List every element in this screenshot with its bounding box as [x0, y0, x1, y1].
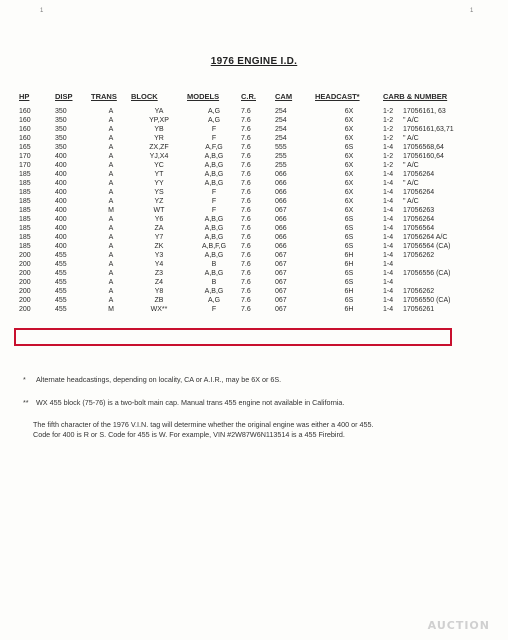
cell-hp: 200: [19, 296, 31, 304]
cell-block: Y3: [154, 251, 164, 259]
cell-carb-number: 17056160,64: [403, 152, 444, 160]
cell-carb-number: 17056556 (CA): [403, 269, 451, 277]
table-row: [19, 188, 469, 197]
cell-carb-barrels: 1-2: [383, 125, 394, 133]
cell-headcast: 6S: [344, 143, 354, 151]
footnote-mark: *: [23, 375, 26, 384]
table-row: [19, 251, 469, 260]
cell-carb-barrels: 1-2: [383, 161, 394, 169]
cell-cam: 067: [275, 251, 287, 259]
column-header-models: MODELS: [187, 92, 220, 101]
note-vin-line-1: The fifth character of the 1976 V.I.N. tag will determine whether the original engine was either a 400 or 455.: [33, 420, 374, 429]
footnote-headcast: [23, 375, 463, 385]
cell-carb-number: 17056161, 63: [403, 107, 446, 115]
cell-cr: 7.6: [241, 170, 251, 178]
cell-cr: 7.6: [241, 152, 251, 160]
cell-hp: 185: [19, 179, 31, 187]
cell-disp: 400: [55, 170, 67, 178]
cell-trans: A: [108, 242, 114, 250]
cell-cr: 7.6: [241, 260, 251, 268]
cell-disp: 455: [55, 278, 67, 286]
cell-models: B: [211, 260, 217, 268]
cell-carb-number: 17056564 (CA): [403, 242, 451, 250]
cell-carb-barrels: 1-4: [383, 224, 394, 232]
cell-trans: A: [108, 188, 114, 196]
cell-trans: M: [108, 206, 114, 214]
cell-block: ZX,ZF: [149, 143, 169, 151]
cell-disp: 400: [55, 188, 67, 196]
cell-trans: A: [108, 134, 114, 142]
cell-disp: 400: [55, 242, 67, 250]
cell-cam: 254: [275, 134, 287, 142]
cell-hp: 165: [19, 143, 31, 151]
cell-block: YZ: [154, 197, 164, 205]
table-row: [19, 197, 469, 206]
column-header-block: BLOCK: [131, 92, 158, 101]
cell-models: A,B,G: [204, 287, 224, 295]
cell-trans: A: [108, 278, 114, 286]
table-row: [19, 224, 469, 233]
cell-headcast: 6H: [344, 251, 354, 259]
cell-carb-number: 17056264: [403, 215, 435, 223]
cell-disp: 400: [55, 206, 67, 214]
cell-headcast: 6X: [344, 152, 354, 160]
column-header-cr: C.R.: [241, 92, 256, 101]
cell-trans: A: [108, 233, 114, 241]
cell-carb-barrels: 1-4: [383, 260, 394, 268]
cell-headcast: 6S: [344, 269, 354, 277]
table-row: [19, 134, 469, 143]
cell-cr: 7.6: [241, 242, 251, 250]
cell-cr: 7.6: [241, 107, 251, 115]
cell-block: ZB: [154, 296, 164, 304]
cell-cr: 7.6: [241, 233, 251, 241]
cell-cam: 254: [275, 107, 287, 115]
footnote-text: Alternate headcastings, depending on locality, CA or A.I.R., may be 6X or 6S.: [36, 375, 282, 384]
cell-block: WX**: [150, 305, 168, 313]
cell-carb-number: 17056564: [403, 224, 435, 232]
cell-models: A,B,G: [204, 269, 224, 277]
cell-trans: A: [108, 224, 114, 232]
cell-trans: A: [108, 143, 114, 151]
cell-carb-number: 17056550 (CA): [403, 296, 451, 304]
cell-carb-barrels: 1-4: [383, 296, 394, 304]
cell-hp: 185: [19, 224, 31, 232]
cell-models: F: [211, 197, 217, 205]
cell-block: WT: [153, 206, 165, 214]
cell-cam: 066: [275, 224, 287, 232]
cell-disp: 455: [55, 260, 67, 268]
cell-carb-barrels: 1-2: [383, 116, 394, 124]
cell-cr: 7.6: [241, 287, 251, 295]
engine-id-table: [19, 93, 469, 314]
cell-block: Y6: [154, 215, 164, 223]
cell-hp: 200: [19, 251, 31, 259]
cell-models: A,B,G: [204, 161, 224, 169]
cell-disp: 400: [55, 233, 67, 241]
cell-carb-barrels: 1-4: [383, 233, 394, 241]
cell-headcast: 6X: [344, 116, 354, 124]
cell-carb-number: " A/C: [403, 179, 419, 187]
cell-disp: 455: [55, 305, 67, 313]
cell-cam: 067: [275, 269, 287, 277]
cell-carb-barrels: 1-4: [383, 251, 394, 259]
cell-headcast: 6S: [344, 215, 354, 223]
cell-hp: 185: [19, 242, 31, 250]
table-body: [19, 107, 469, 314]
cell-headcast: 6S: [344, 242, 354, 250]
cell-models: A,B,G: [204, 224, 224, 232]
cell-cr: 7.6: [241, 125, 251, 133]
table-row: [19, 242, 469, 251]
cell-carb-number: " A/C: [403, 134, 419, 142]
cell-cr: 7.6: [241, 278, 251, 286]
cell-block: Y7: [154, 233, 164, 241]
table-header-row: [19, 93, 469, 107]
cell-cr: 7.6: [241, 116, 251, 124]
table-row: [19, 143, 469, 152]
cell-headcast: 6X: [344, 206, 354, 214]
cell-headcast: 6S: [344, 224, 354, 232]
cell-cr: 7.6: [241, 179, 251, 187]
cell-carb-barrels: 1-4: [383, 215, 394, 223]
cell-trans: A: [108, 287, 114, 295]
cell-cr: 7.6: [241, 305, 251, 313]
cell-block: YT: [154, 170, 164, 178]
cell-carb-barrels: 1-4: [383, 206, 394, 214]
cell-cr: 7.6: [241, 251, 251, 259]
cell-cr: 7.6: [241, 188, 251, 196]
table-row: [19, 269, 469, 278]
column-header-headcast: HEADCAST*: [315, 92, 360, 101]
cell-block: YY: [154, 179, 164, 187]
table-row: [19, 215, 469, 224]
cell-block: Y8: [154, 287, 164, 295]
column-header-carb: CARB & NUMBER: [383, 92, 448, 101]
cell-carb-number: 17056262: [403, 251, 435, 259]
footnote-wx-block: [23, 398, 463, 408]
cell-block: YC: [154, 161, 164, 169]
cell-cam: 067: [275, 287, 287, 295]
cell-carb-barrels: 1-4: [383, 143, 394, 151]
cell-headcast: 6H: [344, 287, 354, 295]
cell-hp: 200: [19, 278, 31, 286]
cell-block: ZA: [154, 224, 164, 232]
cell-cr: 7.6: [241, 161, 251, 169]
cell-cr: 7.6: [241, 215, 251, 223]
cell-trans: A: [108, 296, 114, 304]
cell-carb-barrels: 1-4: [383, 197, 394, 205]
table-row: [19, 161, 469, 170]
cell-carb-barrels: 1-2: [383, 107, 394, 115]
cell-headcast: 6X: [344, 161, 354, 169]
cell-headcast: 6S: [344, 296, 354, 304]
cell-headcast: 6X: [344, 188, 354, 196]
cell-trans: A: [108, 170, 114, 178]
watermark-text: AUCTION: [427, 619, 490, 632]
cell-hp: 160: [19, 107, 31, 115]
document-title-container: [0, 56, 508, 67]
column-header-disp: DISP: [55, 92, 73, 101]
cell-models: F: [211, 134, 217, 142]
cell-carb-number: 17056262: [403, 287, 435, 295]
cell-cam: 254: [275, 125, 287, 133]
cell-block: Z3: [154, 269, 164, 277]
table-row: [19, 233, 469, 242]
cell-hp: 185: [19, 206, 31, 214]
cell-carb-number: 17056568,64: [403, 143, 444, 151]
cell-headcast: 6X: [344, 107, 354, 115]
auction-watermark: [428, 619, 490, 632]
cell-models: A,G: [207, 296, 221, 304]
cell-trans: A: [108, 197, 114, 205]
table-row: [19, 206, 469, 215]
cell-trans: A: [108, 251, 114, 259]
cell-disp: 455: [55, 287, 67, 295]
cell-hp: 200: [19, 287, 31, 295]
cell-block: YP,XP: [149, 116, 169, 124]
cell-cr: 7.6: [241, 134, 251, 142]
cell-carb-number: 17056264 A/C: [403, 233, 448, 241]
cell-models: A,B,G: [204, 179, 224, 187]
note-vin-line-2: Code for 400 is R or S. Code for 455 is W. For example, VIN #2W87W6N113514 is a 455 Firebird.: [33, 430, 345, 439]
cell-cam: 555: [275, 143, 287, 151]
cell-disp: 400: [55, 161, 67, 169]
cell-block: YA: [154, 107, 164, 115]
cell-trans: A: [108, 260, 114, 268]
cell-carb-barrels: 1-4: [383, 170, 394, 178]
cell-trans: A: [108, 161, 114, 169]
cell-block: YR: [154, 134, 164, 142]
cell-cam: 066: [275, 242, 287, 250]
cell-hp: 170: [19, 152, 31, 160]
cell-block: Y4: [154, 260, 164, 268]
cell-carb-number: " A/C: [403, 161, 419, 169]
cell-headcast: 6X: [344, 179, 354, 187]
cell-carb-number: " A/C: [403, 197, 419, 205]
cell-disp: 350: [55, 143, 67, 151]
cell-block: ZK: [154, 242, 164, 250]
cell-models: F: [211, 206, 217, 214]
cell-trans: A: [108, 269, 114, 277]
cell-disp: 350: [55, 116, 67, 124]
column-header-trans: TRANS: [91, 92, 117, 101]
cell-models: F: [211, 305, 217, 313]
table-row: [19, 287, 469, 296]
cell-hp: 160: [19, 125, 31, 133]
table-row: [19, 260, 469, 269]
cell-models: B: [211, 278, 217, 286]
cell-models: A,G: [207, 107, 221, 115]
cell-headcast: 6X: [344, 134, 354, 142]
cell-hp: 200: [19, 305, 31, 313]
cell-cam: 067: [275, 278, 287, 286]
cell-carb-number: " A/C: [403, 116, 419, 124]
footnote-text: WX 455 block (75-76) is a two-bolt main cap. Manual trans 455 engine not available in California.: [36, 398, 345, 407]
cell-models: A,B,G: [204, 152, 224, 160]
corner-mark: 1: [40, 8, 44, 14]
cell-carb-barrels: 1-4: [383, 242, 394, 250]
cell-carb-barrels: 1-4: [383, 305, 394, 313]
cell-models: A,B,F,G: [201, 242, 227, 250]
cell-carb-barrels: 1-4: [383, 287, 394, 295]
table-row: [19, 278, 469, 287]
footnote-mark: **: [23, 398, 29, 407]
cell-headcast: 6H: [344, 260, 354, 268]
cell-carb-number: 17056261: [403, 305, 435, 313]
cell-headcast: 6S: [344, 278, 354, 286]
cell-models: A,B,G: [204, 251, 224, 259]
cell-trans: M: [108, 305, 114, 313]
cell-headcast: 6H: [344, 305, 354, 313]
table-row: [19, 152, 469, 161]
cell-cr: 7.6: [241, 143, 251, 151]
cell-cr: 7.6: [241, 269, 251, 277]
cell-carb-barrels: 1-2: [383, 134, 394, 142]
cell-trans: A: [108, 215, 114, 223]
cell-hp: 200: [19, 269, 31, 277]
cell-trans: A: [108, 107, 114, 115]
cell-cam: 066: [275, 197, 287, 205]
cell-headcast: 6X: [344, 197, 354, 205]
cell-hp: 160: [19, 116, 31, 124]
cell-cam: 255: [275, 161, 287, 169]
cell-models: A,B,G: [204, 233, 224, 241]
cell-hp: 185: [19, 233, 31, 241]
cell-cam: 067: [275, 260, 287, 268]
cell-models: F: [211, 125, 217, 133]
document-title: 1976 ENGINE I.D.: [210, 56, 298, 67]
table-row: [19, 116, 469, 125]
cell-trans: A: [108, 179, 114, 187]
cell-disp: 400: [55, 215, 67, 223]
cell-models: A,G: [207, 116, 221, 124]
cell-cr: 7.6: [241, 197, 251, 205]
table-row: [19, 170, 469, 179]
cell-trans: A: [108, 116, 114, 124]
cell-cam: 066: [275, 215, 287, 223]
table-row: [19, 296, 469, 305]
cell-carb-barrels: 1-4: [383, 278, 394, 286]
cell-block: YB: [154, 125, 164, 133]
cell-models: A,B,G: [204, 215, 224, 223]
table-row: [19, 305, 469, 314]
cell-hp: 160: [19, 134, 31, 142]
cell-models: A,F,G: [205, 143, 223, 151]
cell-disp: 350: [55, 134, 67, 142]
cell-disp: 400: [55, 197, 67, 205]
cell-hp: 200: [19, 260, 31, 268]
cell-disp: 350: [55, 125, 67, 133]
cell-disp: 400: [55, 152, 67, 160]
table-row: [19, 125, 469, 134]
column-header-hp: HP: [19, 92, 30, 101]
cell-headcast: 6S: [344, 233, 354, 241]
cell-hp: 185: [19, 170, 31, 178]
cell-cam: 067: [275, 296, 287, 304]
cell-hp: 185: [19, 215, 31, 223]
cell-carb-barrels: 1-4: [383, 179, 394, 187]
cell-cam: 066: [275, 179, 287, 187]
cell-headcast: 6X: [344, 125, 354, 133]
cell-carb-barrels: 1-2: [383, 152, 394, 160]
cell-disp: 400: [55, 179, 67, 187]
cell-cam: 254: [275, 116, 287, 124]
cell-trans: A: [108, 125, 114, 133]
cell-hp: 185: [19, 197, 31, 205]
cell-disp: 455: [55, 296, 67, 304]
cell-hp: 185: [19, 188, 31, 196]
cell-carb-number: [403, 278, 469, 287]
cell-cam: 067: [275, 206, 287, 214]
table-row: [19, 107, 469, 116]
cell-trans: A: [108, 152, 114, 160]
cell-cr: 7.6: [241, 224, 251, 232]
cell-cam: 066: [275, 233, 287, 241]
cell-block: YJ,X4: [149, 152, 169, 160]
cell-cam: 066: [275, 188, 287, 196]
highlight-box: [14, 328, 452, 346]
cell-disp: 455: [55, 251, 67, 259]
cell-headcast: 6X: [344, 170, 354, 178]
cell-block: Z4: [154, 278, 164, 286]
corner-mark: 1: [470, 8, 474, 14]
cell-carb-barrels: 1-4: [383, 269, 394, 277]
cell-carb-barrels: 1-4: [383, 188, 394, 196]
cell-carb-number: 17056161,63,71: [403, 125, 454, 133]
cell-block: YS: [154, 188, 164, 196]
cell-cam: 067: [275, 305, 287, 313]
cell-models: F: [211, 188, 217, 196]
cell-carb-number: [403, 260, 469, 269]
cell-models: A,B,G: [204, 170, 224, 178]
cell-disp: 350: [55, 107, 67, 115]
cell-cam: 066: [275, 170, 287, 178]
table-row: [19, 179, 469, 188]
cell-cr: 7.6: [241, 206, 251, 214]
cell-disp: 455: [55, 269, 67, 277]
column-header-cam: CAM: [275, 92, 293, 101]
cell-carb-number: 17056263: [403, 206, 435, 214]
cell-carb-number: 17056264: [403, 170, 435, 178]
cell-cr: 7.6: [241, 296, 251, 304]
cell-carb-number: 17056264: [403, 188, 435, 196]
cell-disp: 400: [55, 224, 67, 232]
cell-cam: 255: [275, 152, 287, 160]
cell-hp: 170: [19, 161, 31, 169]
